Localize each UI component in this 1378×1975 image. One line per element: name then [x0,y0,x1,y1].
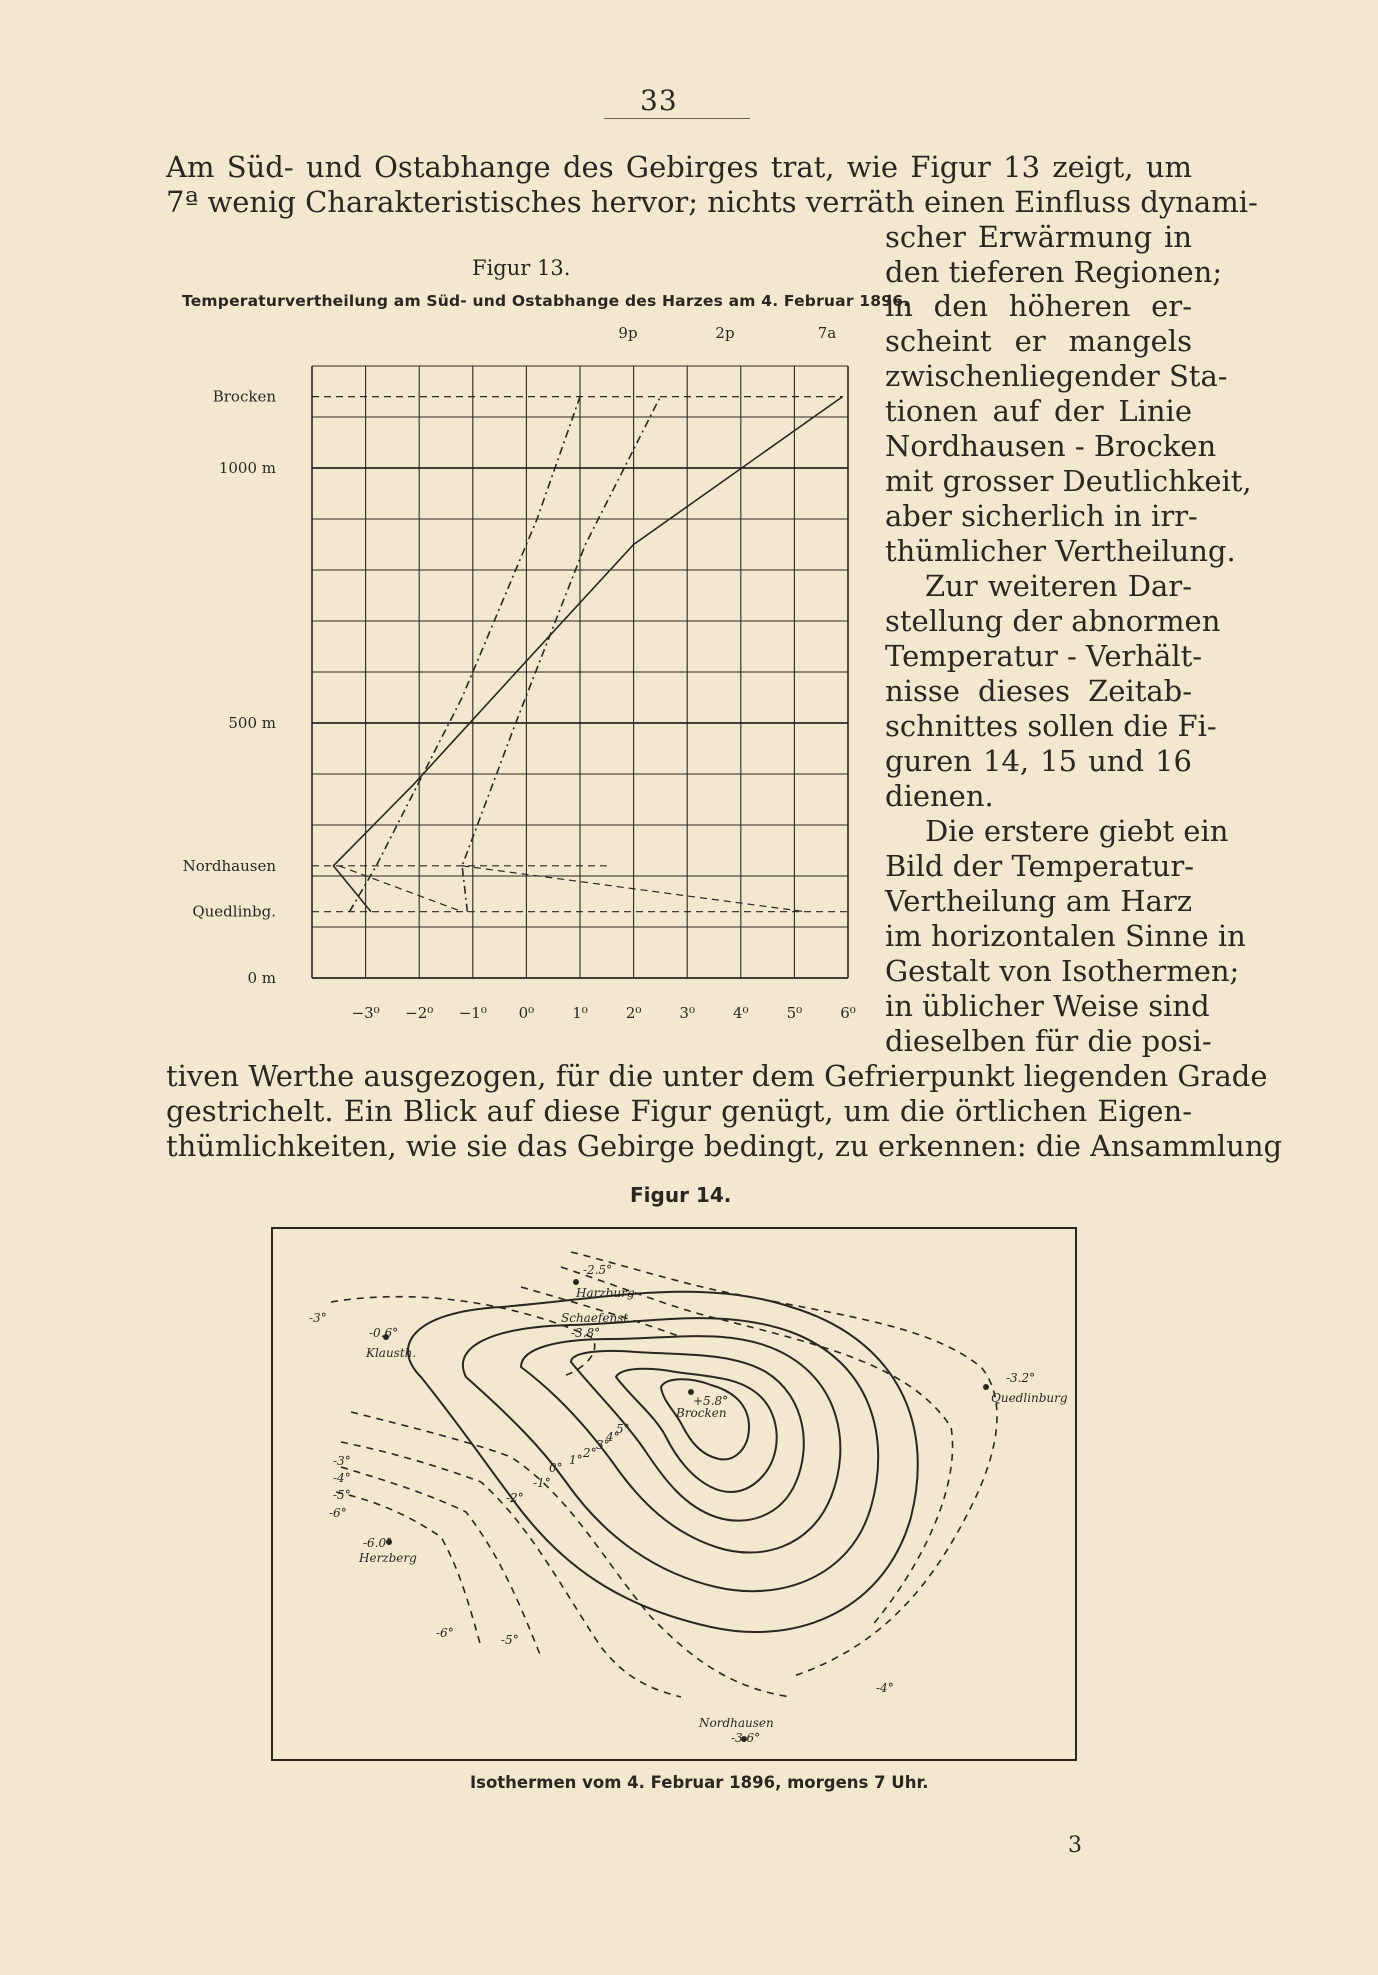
map-dots [383,1279,989,1742]
body-line: Temperatur - Verhält- [885,639,1203,673]
series-line-9p [350,397,581,912]
isotherm-label: 0° [549,1461,563,1475]
body-line: mit grosser Deutlichkeit, [885,464,1252,498]
isotherm-label: -4° [876,1681,894,1695]
x-tick-label: 6⁰ [840,1004,856,1022]
x-tick-label: 2⁰ [625,1004,642,1022]
place-label-herzberg: Herzberg [359,1551,417,1565]
x-tick-label: −2⁰ [405,1004,434,1022]
x-tick-label: −3⁰ [351,1004,380,1022]
sheet-mark: 3 [1068,1833,1082,1858]
series-label: 9p [618,324,638,342]
x-tick-label: 3⁰ [679,1004,695,1022]
y-tick-label: Brocken [212,387,276,406]
isotherm-label: -5° [333,1488,351,1502]
isotherm-label: -6.0° [363,1536,393,1550]
body-line: tionen auf der Linie [885,394,1192,428]
isotherm-label: -3° [309,1311,327,1325]
body-line: tiven Werthe ausgezogen, für die unter dem Gefrierpunkt liegenden Grade [166,1059,1268,1093]
body-line: gestrichelt. Ein Blick auf diese Figur genügt, um die örtlichen Eigen- [166,1094,1192,1128]
place-label-harzburg: Harzburg [576,1286,635,1300]
y-tick-label: 0 m [247,969,276,987]
reference-line [339,866,462,912]
body-line: Nordhausen - Brocken [885,429,1217,463]
body-line: scher Erwärmung in [885,220,1192,254]
isotherm-label: -6° [436,1626,454,1640]
series-label: 2p [715,324,735,342]
isotherm-label: -4° [333,1471,351,1485]
body-line: scheint er mangels [885,324,1192,358]
x-tick-label: 4⁰ [733,1004,749,1022]
x-tick-label: 0⁰ [518,1004,535,1022]
body-line: zwischenliegender Sta- [885,359,1228,393]
body-line: Am Süd- und Ostabhange des Gebirges trat, wie Figur 13 zeigt, um [166,150,1192,184]
body-line: den tieferen Regionen; [885,255,1223,289]
figure13-title: Temperaturvertheilung am Süd- und Ostabhange des Harzes am 4. Februar 1896. [182,292,910,310]
isotherm-label: 1° [569,1453,583,1467]
x-tick-label: 1⁰ [572,1004,588,1022]
isotherm-label: -0.6° [369,1326,399,1340]
place-label-schaefenst: Schaefenst [561,1311,629,1325]
body-line: aber sicherlich in irr- [885,499,1198,533]
body-line: Zur weiteren Dar- [925,569,1192,603]
y-tick-label: 500 m [228,714,276,732]
y-tick-label: Nordhausen [182,856,276,875]
y-tick-label: 1000 m [218,459,276,477]
body-line: in den höheren er- [885,289,1192,323]
body-line: thümlichkeiten, wie sie das Gebirge bedingt, zu erkennen: die Ansammlung [166,1129,1283,1163]
isotherm-label: -2.5° [583,1263,613,1277]
figure14-caption: Isothermen vom 4. Februar 1896, morgens 7 Uhr. [470,1773,929,1792]
isotherm-label: -3.6° [731,1731,761,1745]
body-line: stellung der abnormen [885,604,1221,638]
place-label-klausthal: Klausth. [366,1346,417,1360]
body-line: Bild der Temperatur- [885,849,1195,883]
body-line: guren 14, 15 und 16 [885,744,1192,778]
page-number: 33 [640,84,678,117]
body-line: Vertheilung am Harz [885,884,1192,918]
isotherm-label: 2° [583,1446,597,1460]
isotherm-label: 4° [606,1430,620,1444]
body-line: dienen. [885,779,994,813]
figure14-label: Figur 14. [630,1183,732,1207]
isotherm-label: -3° [333,1454,351,1468]
body-line: nisse dieses Zeitab- [885,674,1192,708]
y-tick-label: Quedlinbg. [192,902,276,921]
body-line: schnittes sollen die Fi- [885,709,1217,743]
isotherm-label: -3.2° [1006,1371,1036,1385]
map-frame [272,1228,1076,1760]
isotherm-label: -2° [506,1491,524,1505]
isotherm-label: -5° [501,1633,519,1647]
body-line: Gestalt von Isothermen; [885,954,1240,988]
series-line-7a [333,397,842,912]
x-tick-label: 5⁰ [786,1004,803,1022]
figure14-isotherm-map [271,1227,1077,1761]
place-label-quedlinburg: Quedlinburg [991,1391,1068,1405]
body-line: dieselben für die posi- [885,1024,1212,1058]
body-line: Die erstere giebt ein [925,814,1229,848]
body-line: in üblicher Weise sind [885,989,1210,1023]
figure13-chart [0,0,880,1050]
figure13-label: Figur 13. [472,256,571,280]
isotherm-label: -3.8° [571,1326,601,1340]
isotherm-label: 3° [596,1438,610,1452]
body-line: thümlicher Vertheilung. [885,534,1236,568]
isotherm-label: -1° [533,1476,551,1490]
positive-isotherms [408,1292,918,1632]
isotherm-label: -6° [329,1506,347,1520]
x-tick-label: −1⁰ [458,1004,487,1022]
body-line: 7ª wenig Charakteristisches hervor; nichts verräth einen Einfluss dynami- [166,185,1258,219]
isotherm-label: 5° [616,1422,630,1436]
series-label: 7a [817,324,837,342]
place-label-nordhausen: Nordhausen [699,1716,774,1730]
series-line-2p [462,397,660,912]
body-line: im horizontalen Sinne in [885,919,1246,953]
isotherm-label: +5.8° [693,1394,729,1408]
place-label-brocken: Brocken [676,1406,727,1420]
